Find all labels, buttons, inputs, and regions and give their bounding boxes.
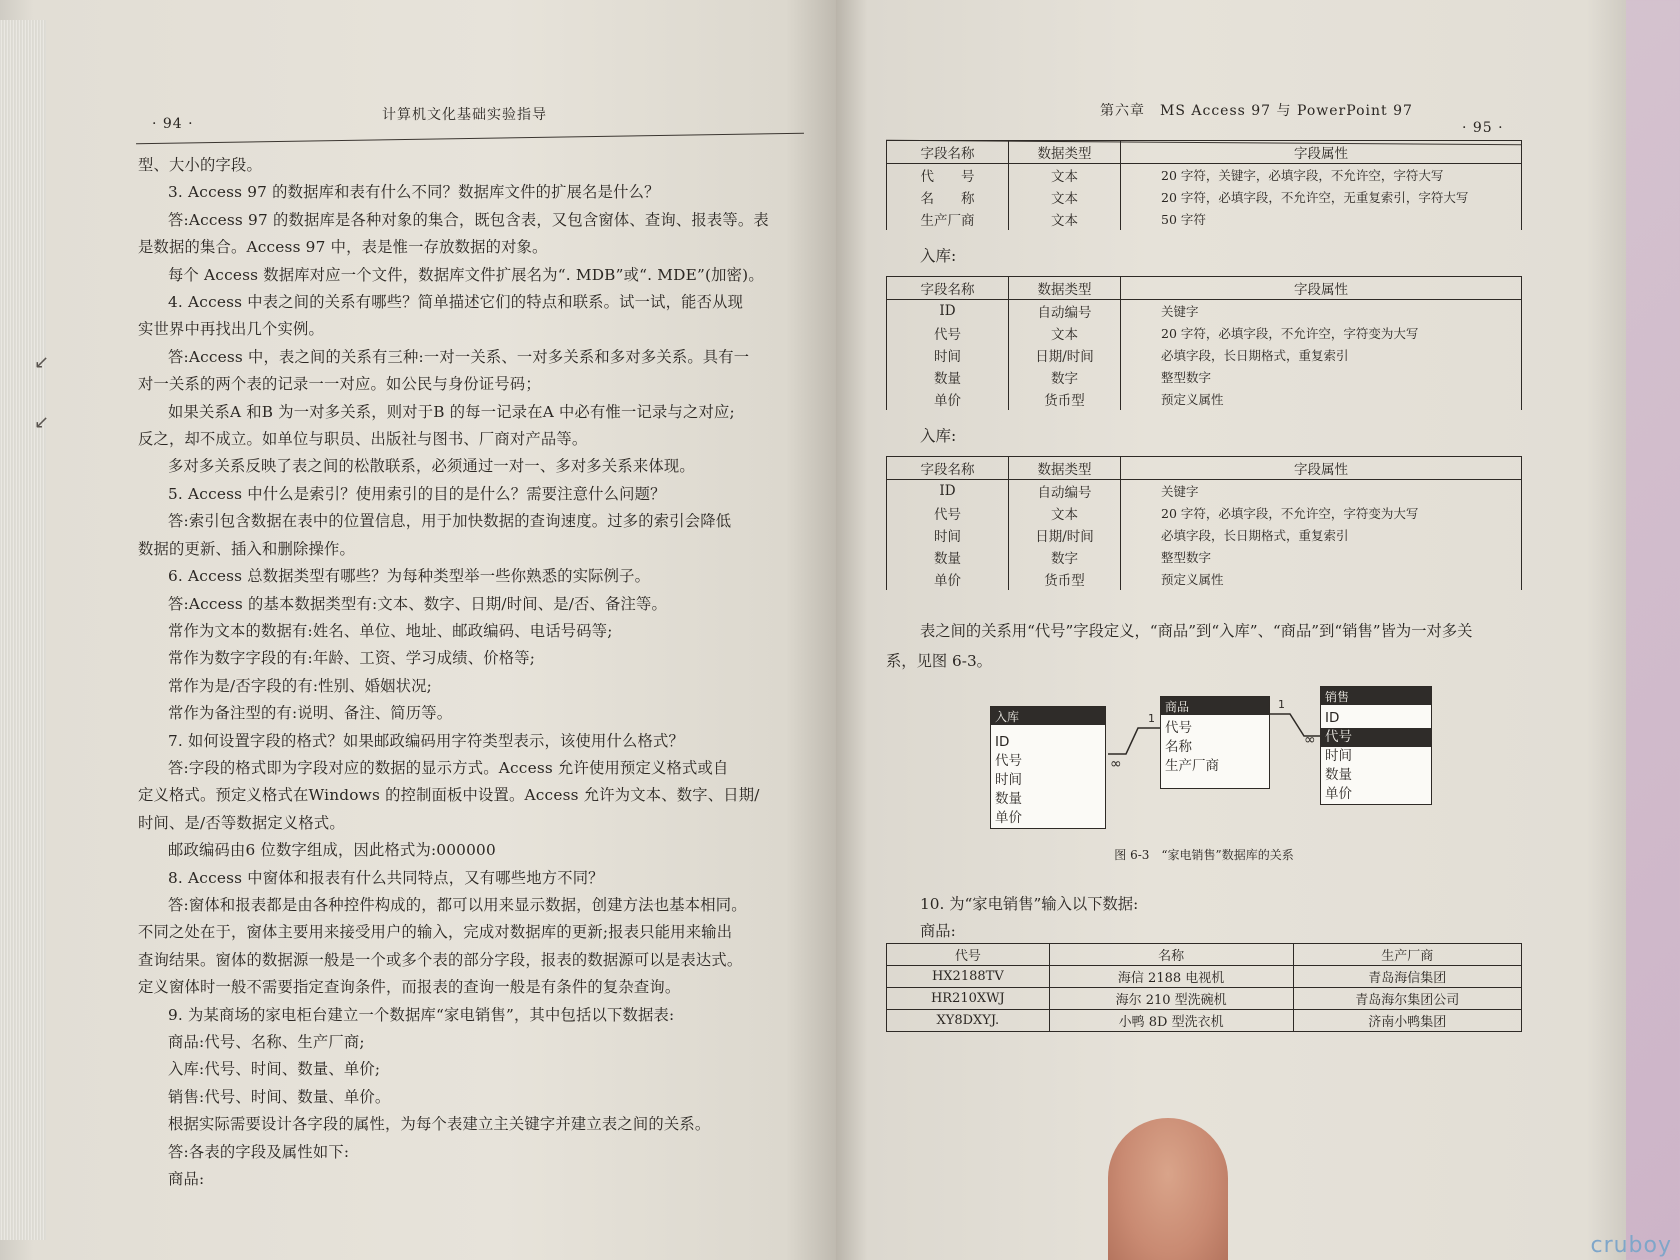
cell-field-name: 名 称 (887, 186, 1009, 208)
cell-field-name: 单价 (887, 568, 1009, 590)
table-box-field: 数量 (1325, 767, 1352, 783)
text-line: 9. 为某商场的家电柜台建立一个数据库“家电销售”，其中包括以下数据表: (168, 1005, 675, 1024)
cell-field-attr: 关键字 (1121, 300, 1522, 323)
relation-text-line-2: 系，见图 6-3。 (886, 652, 992, 670)
cell-field-name: 时间 (887, 344, 1009, 366)
table-row (887, 568, 1522, 590)
text-line: 答:窗体和报表都是由各种控件构成的，都可以用来显示数据，创建方法也基本相同。 (168, 895, 747, 914)
table-row (887, 208, 1522, 230)
text-line: 数据的更新、插入和删除操作。 (138, 539, 355, 558)
table-box-title: 销售 (1321, 687, 1431, 705)
header-data-type: 数据类型 (1009, 277, 1121, 300)
goods-cell-name: 海信 2188 电视机 (1049, 966, 1293, 988)
text-line: 时间、是/否等数据定义格式。 (138, 813, 345, 832)
text-line: 答:Access 97 的数据库是各种对象的集合，既包含表，又包含窗体、查询、报表等。表 (168, 210, 769, 229)
header-field-attr: 字段属性 (1121, 141, 1522, 164)
cell-field-attr: 50 字符 (1121, 208, 1522, 230)
question-10: 10. 为“家电销售”输入以下数据: (920, 895, 1139, 913)
text-line: 是数据的集合。Access 97 中，表是惟一存放数据的对象。 (138, 238, 548, 257)
text-line: 销售:代号、时间、数量、单价。 (168, 1087, 391, 1106)
text-line: 多对多关系反映了表之间的松散联系，必须通过一对一、多对多关系来体现。 (168, 457, 695, 476)
goods-cell-code: HR210XWJ (887, 988, 1050, 1010)
cell-data-type: 数字 (1009, 366, 1121, 388)
cell-field-attr: 整型数字 (1121, 366, 1522, 388)
header-field-attr: 字段属性 (1121, 277, 1522, 300)
text-line: 对一关系的两个表的记录一一对应。如公民与身份证号码； (138, 375, 541, 394)
header-field-attr: 字段属性 (1121, 457, 1522, 480)
pencil-mark: ↙ (34, 412, 50, 433)
text-line: 8. Access 中窗体和报表有什么共同特点，又有哪些地方不同？ (168, 868, 604, 887)
finger-holding-page (1108, 1118, 1228, 1260)
left-page-text (138, 152, 806, 1193)
goods-cell-name: 海尔 210 型洗碗机 (1049, 988, 1293, 1010)
text-line: 查询结果。窗体的数据源一般是一个或多个表的部分字段，报表的数据源可以是表达式。 (138, 950, 743, 969)
table-box-field: ID (1325, 710, 1340, 726)
cell-field-name: ID (887, 300, 1009, 323)
table-box-field: 单价 (995, 810, 1022, 826)
table-row (887, 502, 1522, 524)
table-row (887, 988, 1522, 1010)
goods-field-table (886, 140, 1522, 230)
table-box-field: 代号 (995, 753, 1022, 769)
text-line: 反之，却不成立。如单位与职员、出版社与图书、厂商对产品等。 (138, 430, 588, 449)
text-line: 不同之处在于，窗体主要用来接受用户的输入，完成对数据库的更新;报表只能用来输出 (138, 923, 733, 942)
text-line: 邮政编码由6 位数字组成，因此格式为:000000 (168, 841, 496, 860)
watermark: cruboy (1590, 1233, 1672, 1258)
goods-data-table (886, 943, 1522, 1032)
cell-data-type: 文本 (1009, 208, 1121, 230)
text-line: 答:Access 的基本数据类型有:文本、数字、日期/时间、是/否、备注等。 (168, 594, 668, 613)
text-line: 答:字段的格式即为字段对应的数据的显示方式。Access 允许使用预定义格式或自 (168, 758, 729, 777)
cell-field-attr: 关键字 (1121, 480, 1522, 503)
goods-cell-code: XY8DXYJ. (887, 1010, 1050, 1032)
table-row (887, 344, 1522, 366)
header-field-name: 字段名称 (887, 141, 1009, 164)
cell-data-type: 货币型 (1009, 388, 1121, 410)
text-line: 商品:代号、名称、生产厂商; (168, 1033, 365, 1051)
table-box-field-selected: 代号 (1321, 728, 1431, 747)
cell-field-name: 单价 (887, 388, 1009, 410)
header-data-type: 数据类型 (1009, 141, 1121, 164)
cell-data-type: 自动编号 (1009, 300, 1121, 323)
table-row (887, 1010, 1522, 1032)
table-row (887, 966, 1522, 988)
inbound-field-table-1 (886, 276, 1522, 410)
table-box-field: 时间 (1325, 748, 1352, 764)
header-field-name: 字段名称 (887, 277, 1009, 300)
header-data-type: 数据类型 (1009, 457, 1121, 480)
text-line: 常作为是/否字段的有:性别、婚姻状况; (168, 676, 433, 695)
table-row (887, 546, 1522, 568)
cell-data-type: 文本 (1009, 186, 1121, 208)
cell-field-attr: 必填字段，长日期格式，重复索引 (1121, 344, 1522, 366)
cell-field-name: 代号 (887, 502, 1009, 524)
many-symbol-left: ∞ (1110, 756, 1122, 772)
many-symbol-right: ∞ (1304, 732, 1316, 748)
table-box-field: 单价 (1325, 786, 1352, 802)
table-row (887, 524, 1522, 546)
left-header-rule (136, 133, 804, 144)
left-page-number: · 94 · (152, 116, 194, 132)
cell-field-attr: 预定义属性 (1121, 568, 1522, 590)
text-line: 4. Access 中表之间的关系有哪些？简单描述它们的特点和联系。试一试，能否从现 (168, 293, 744, 312)
cell-data-type: 自动编号 (1009, 480, 1121, 503)
pencil-mark: ↙ (34, 352, 50, 373)
cell-data-type: 文本 (1009, 164, 1121, 187)
cell-data-type: 文本 (1009, 322, 1121, 344)
text-line: 5. Access 中什么是索引？使用索引的目的是什么？需要注意什么问题？ (168, 484, 666, 503)
cell-field-name: 生产厂商 (887, 208, 1009, 230)
cell-data-type: 日期/时间 (1009, 524, 1121, 546)
table-row (887, 388, 1522, 410)
table-row (887, 322, 1522, 344)
cell-field-name: 数量 (887, 366, 1009, 388)
one-symbol-right: 1 (1278, 698, 1285, 711)
relation-text-line-1: 表之间的关系用“代号”字段定义，“商品”到“入库”、“商品”到“销售”皆为一对多关 (920, 622, 1473, 640)
inbound-field-table-2 (886, 456, 1522, 590)
table-box-field: 时间 (995, 772, 1022, 788)
figure-caption: 图 6-3 “家电销售”数据库的关系 (1114, 848, 1294, 862)
text-line: 如果关系A 和B 为一对多关系，则对于B 的每一记录在A 中必有惟一记录与之对应; (168, 402, 735, 421)
table-row (887, 164, 1522, 187)
cell-data-type: 文本 (1009, 502, 1121, 524)
table-box-field: 数量 (995, 791, 1022, 807)
table-row (887, 366, 1522, 388)
table-box-title: 商品 (1161, 697, 1269, 715)
text-line: 入库:代号、时间、数量、单价; (168, 1060, 381, 1079)
table-box-field: 生产厂商 (1165, 758, 1219, 774)
one-symbol-left: 1 (1148, 712, 1155, 725)
label-goods: 商品: (920, 922, 956, 940)
cell-field-attr: 预定义属性 (1121, 388, 1522, 410)
table-row (887, 300, 1522, 323)
text-line: 实世界中再找出几个实例。 (138, 320, 324, 339)
text-line: 常作为文本的数据有:姓名、单位、地址、邮政编码、电话号码等; (168, 621, 613, 640)
page-edge-stack (0, 20, 46, 1240)
cell-data-type: 数字 (1009, 546, 1121, 568)
text-line: 定义窗体时一般不需要指定查询条件，而报表的查询一般是有条件的复杂查询。 (138, 978, 681, 997)
goods-cell-name: 小鸭 8D 型洗衣机 (1049, 1010, 1293, 1032)
text-line: 常作为备注型的有:说明、备注、简历等。 (168, 704, 453, 723)
goods-cell-code: HX2188TV (887, 966, 1050, 988)
cell-field-attr: 20 字符，关键字，必填字段，不允许空，字符大写 (1121, 164, 1522, 187)
text-line: 答:索引包含数据在表中的位置信息，用于加快数据的查询速度。过多的索引会降低 (168, 512, 732, 531)
goods-cell-maker: 青岛海尔集团公司 (1293, 988, 1521, 1010)
text-line: 答:Access 中，表之间的关系有三种:一对一关系、一对多关系和多对多关系。具有一 (168, 347, 750, 366)
cell-field-name: ID (887, 480, 1009, 503)
cell-field-name: 时间 (887, 524, 1009, 546)
left-page (0, 0, 836, 1260)
table-row (887, 186, 1522, 208)
cell-field-name: 代号 (887, 322, 1009, 344)
cell-field-attr: 20 字符，必填字段，不允许空，字符变为大写 (1121, 502, 1522, 524)
table-box-field: 代号 (1165, 720, 1192, 736)
cell-field-attr: 20 字符，必填字段，不允许空，字符变为大写 (1121, 322, 1522, 344)
goods-cell-maker: 青岛海信集团 (1293, 966, 1521, 988)
left-running-title: 计算机文化基础实验指导 (382, 107, 547, 123)
text-line: 定义格式。预定义格式在Windows 的控制面板中设置。Access 允许为文本、数字、日期/ (138, 786, 760, 805)
text-line: 根据实际需要设计各字段的属性，为每个表建立主关键字并建立表之间的关系。 (168, 1115, 711, 1134)
text-line: 6. Access 总数据类型有哪些？为每种类型举一些你熟悉的实际例子。 (168, 567, 651, 586)
table-box-title: 入库 (991, 707, 1105, 725)
relationship-diagram (886, 684, 1522, 836)
text-line: 常作为数字字段的有:年龄、工资、学习成绩、价格等; (168, 649, 536, 668)
goods-cell-maker: 济南小鸭集团 (1293, 1010, 1521, 1032)
text-line: 3. Access 97 的数据库和表有什么不同？数据库文件的扩展名是什么？ (168, 183, 660, 202)
goods-header-maker: 生产厂商 (1293, 944, 1521, 966)
chapter-header: 第六章 MS Access 97 与 PowerPoint 97 (1100, 103, 1413, 119)
goods-header-code: 代号 (887, 944, 1050, 966)
cell-field-attr: 必填字段，长日期格式，重复索引 (1121, 524, 1522, 546)
right-page-content (886, 140, 1522, 1032)
table-box-field: ID (995, 734, 1010, 750)
cell-field-name: 数量 (887, 546, 1009, 568)
right-page-number: · 95 · (1462, 120, 1504, 136)
label-inbound-2: 入库: (920, 427, 957, 445)
cell-data-type: 货币型 (1009, 568, 1121, 590)
cell-field-attr: 整型数字 (1121, 546, 1522, 568)
cell-field-name: 代 号 (887, 164, 1009, 187)
text-line: 商品: (168, 1170, 205, 1189)
table-box-field: 名称 (1165, 739, 1192, 755)
cell-field-attr: 20 字符，必填字段，不允许空，无重复索引，字符大写 (1121, 186, 1522, 208)
link-goods-inbound (1108, 728, 1160, 754)
text-line: 每个 Access 数据库对应一个文件，数据库文件扩展名为“. MDB”或“. MDE”(加密)。 (168, 265, 764, 284)
relationship-lines (886, 684, 1522, 836)
goods-header-name: 名称 (1049, 944, 1293, 966)
text-line: 型、大小的字段。 (138, 156, 262, 174)
text-line: 7. 如何设置字段的格式？如果邮政编码用字符类型表示，该使用什么格式？ (168, 731, 684, 750)
label-inbound-1: 入库: (920, 247, 957, 265)
cell-data-type: 日期/时间 (1009, 344, 1121, 366)
header-field-name: 字段名称 (887, 457, 1009, 480)
table-row (887, 480, 1522, 503)
text-line: 答:各表的字段及属性如下: (168, 1142, 350, 1161)
